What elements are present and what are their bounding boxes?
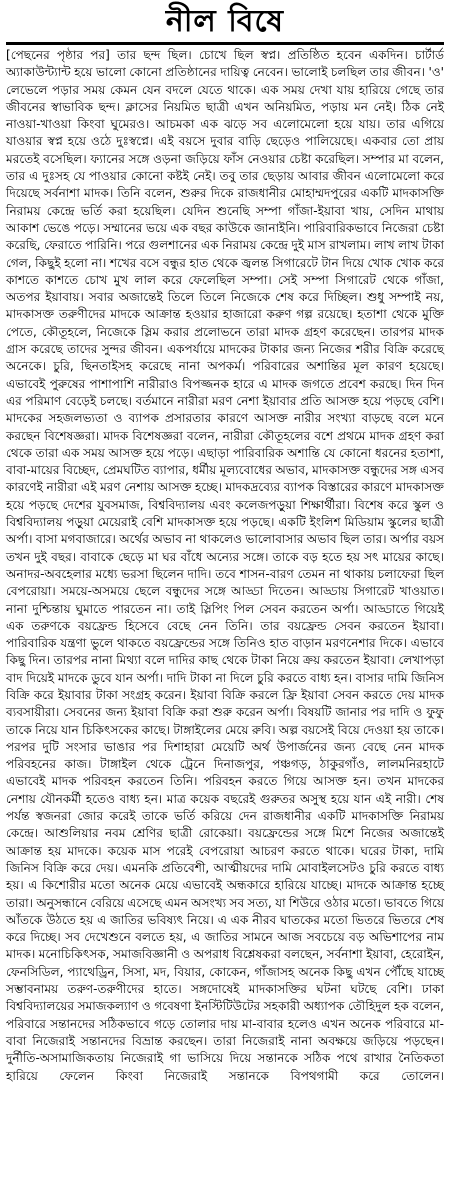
- article-body: [6, 47, 444, 1085]
- article-paragraph: [পেছনের পৃষ্ঠার পর] তার ছন্দ ছিল। চোখে ছিল স্বপ্ন। প্রতিষ্ঠিত হবেন একদিন। চার্টার্ড অ্যাকাউন্ট্যান্ট হয়ে ভালো কোনো প্রতিষ্ঠানের দায়িত্ব নেবেন। ভালোই চলছিল তার জীবন। 'ও' লেভেলে পড়ার সময় কেমন যেন বদলে যেতে থাকে। এক সময় দেখা যায় হারিয়ে গেছে তার জীবনের স্বাভাবিক ছন্দ। ক্লাসের নিয়মিত ছাত্রী এখন অনিয়মিত, পড়ায় মন নেই। ঠিক নেই নাওয়া-খাওয়া কিংবা ঘুমেরও। আচমকা এক ঝড়ে সব এলোমেলো হয়ে যায়। তার এগিয়ে যাওয়ার স্বপ্ন হয়ে ওঠে দুঃস্বপ্নে। এই বয়সে দুবার বাড়ি ছেড়েও পালিয়েছে। একবার তো প্রায় মরতেই বসেছিল। ফ্যানের সঙ্গে ওড়না জড়িয়ে ফাঁস নেওয়ার চেষ্টা করেছিল। সম্পার মা বলেন, তার এ দুঃসহ যে পাওয়ার কোনো কষ্টই নেই। তবু তার ছেড়ায় আবার জীবন এলোমেলো করে দিয়েছে সর্বনাশা মাদক। তিনি বলেন, শুরুর দিকে রাজধানীর মোহাম্মদপুরের একটি মাদকাসক্তি নিরাময় কেন্দ্রে ভর্তি করা হয়েছিল। যেদিন শুনেছি সম্পা গাঁজা-ইয়াবা খায়, সেদিন মাথায় আকাশ ভেঙে পড়ে। সম্মানের ভয়ে এক বছর কাউকে জানাইনি। পারিবারিকভাবে নিজেরা চেষ্টা করেছি, ফেরাতে পারিনি। পরে গুলশানের এক নিরাময় কেন্দ্রে দুই মাস রাখলাম। লাখ লাখ টাকা গেল, কিছুই হলো না। শখের বসে বন্ধুর হাত থেকে জ্বলন্ত সিগারেটে টান দিয়ে খোক খোক করে কাশতে কাশতে চোখ মুখ লাল করে ফেলেছিল সম্পা। সেই সম্পা সিগারেট থেকে গাঁজা, অতপর ইয়াবায়। সবার অজান্তেই তিলে তিলে নিজেকে শেষ করে দিচ্ছিল। শুধু সম্পাই নয়, মাদকাসক্ত তরুণীদের মাদকে আক্রান্ত হওয়ার হাজারো করুণ গল্প রয়েছে। হতাশা থেকে মুক্তি পেতে, কৌতূহলে, নিজেকে স্লিম করার প্রলোভনে তারা মাদক গ্রহণ করেছেন। তারপর মাদক গ্রাস করেছে তাদের সুন্দর জীবন। একপর্যায়ে মাদকের টাকার জন্য নিজের শরীর বিক্রি করেছে অনেকে। চুরি, ছিনতাইসহ করেছে নানা অপকর্ম। পরিবারের অশান্তির মূল কারণ হয়েছে। এভাবেই পুরুষের পাশাপাশি নারীরাও বিপজ্জনক হারে এ মাদক জগতে প্রবেশ করছে। দিন দিন এর পরিমাণ বেড়েই চলছে। বর্তমানে নারীরা মরণ নেশা ইয়াবার প্রতি আসক্ত হয়ে পড়ছে বেশি। মাদকের সহজলভ্যতা ও ব্যাপক প্রসারতার কারণে আসক্ত নারীর সংখ্যা বাড়ছে বলে মনে করছেন বিশেষজ্ঞরা। মাদক বিশেষজ্ঞরা বলেন, নারীরা কৌতূহলের বশে প্রথমে মাদক গ্রহণ করা থেকে তারা এক সময় আসক্ত হয়ে পড়ে। এছাড়া পারিবারিক অশান্তি যে কোনো ধরনের হতাশা, বাবা-মায়ের বিচ্ছেদ, প্রেমঘটিত ব্যাপার, ধর্মীয় মূল্যবোধের অভাব, মাদকাসক্ত বন্ধুদের সঙ্গ এসব কারণেই নারীরা এই মরণ নেশায় আসক্ত হচ্ছে। মাদকদ্রব্যের ব্যাপক বিস্তারের কারণে মাদকাসক্ত হয়ে পড়ছে দেশের যুবসমাজ, বিশ্ববিদ্যালয় এবং কলেজপড়ুয়া শিক্ষার্থীরা। বিশেষ করে স্কুল ও বিশ্ববিদ্যালয় পড়ুয়া মেয়েরাই বেশি মাদকাসক্ত হয়ে পড়ছে। একটি ইংলিশ মিডিয়াম স্কুলের ছাত্রী অর্পা। বাসা মগবাজারে। অর্থের অভাব না থাকলেও ভালোবাসার অভাব ছিল তার। অর্পার বয়স তখন দুই বছর। বাবাকে ছেড়ে মা ঘর বাঁধে অন্যের সঙ্গে। তাকে বড় হতে হয় সৎ মায়ের কাছে। অনাদর-অবহেলার মধ্যে ভরসা ছিলেন দাদি। তবে শাসন-বারণ তেমন না থাকায় চলাফেরা ছিল বেপরোয়া। সময়ে-অসময়ে ছেলে বন্ধুদের সঙ্গে আড্ডা দিতেন। আড্ডায় সিগারেট খাওয়াত। নানা দুশ্চিন্তায় ঘুমাতে পারতেন না। তাই স্লিপিং পিল সেবন করতেন অর্পা। আড্ডাতে গিয়েই এক তরুণকে বয়ফ্রেন্ড হিসেবে বেছে নেন তিনি। তার বয়ফ্রেন্ড সেবন করতেন ইয়াবা। পারিবারিক যন্ত্রণা ভুলে থাকতে বয়ফ্রেন্ডের সঙ্গে তিনিও হাত বাড়ান মরণনেশার দিকে। এভাবে কিছু দিন। তারপর নানা মিথ্যা বলে দাদির কাছ থেকে টাকা নিয়ে ক্রয় করতেন ইয়াবা। লেখাপড়া বাদ দিয়েই মাদকে ডুবে যান অর্পা। দাদি টাকা না দিলে চুরি করতে বাধ্য হন। বাসার দামি জিনিস বিক্রি করে ইয়াবার টাকা সংগ্রহ করেন। ইয়াবা বিক্রি করলে ফ্রি ইয়াবা সেবন করতে দেয় মাদক ব্যবসায়ীরা। সেবনের জন্য ইয়াবা বিক্রি করা শুরু করেন অর্পা। বিষয়টি জানার পর দাদি ও ফুফু তাকে নিয়ে যান চিকিৎসকের কাছে। টাঙ্গাইলের মেয়ে রুবি। অল্প বয়সেই বিয়ে দেওয়া হয় তাকে। পরপর দুটি সংসার ভাঙার পর দিশাহারা মেয়েটি অর্থ উপার্জনের জন্য বেছে নেন মাদক পরিবহনের কাজ। টাঙ্গাইল থেকে ট্রেনে দিনাজপুর, পঞ্চগড়, ঠাকুরগাঁও, লালমনিরহাটে এভাবেই মাদক পরিবহন করতেন তিনি। পরিবহন করতে গিয়ে আসক্ত হন। তখন মাদকের নেশায় যৌনকর্মী হতেও বাধ্য হন। মাত্র কয়েক বছরেই গুরুতর অসুস্থ হয়ে যান এই নারী। শেষ পর্যন্ত স্বজনরা জোর করেই তাকে ভর্তি করিয়ে দেন রাজধানীর একটি মাদকাসক্তি নিরাময় কেন্দ্রে। আশুলিয়ার নবম শ্রেণির ছাত্রী রোকেয়া। বয়ফ্রেন্ডের সঙ্গে মিশে নিজের অজান্তেই আক্রান্ত হয় মাদকে। কয়েক মাস পরেই বেপরোয়া আচরণ করতে থাকে। ঘরের টাকা, দামি জিনিস বিক্রি করে দেয়। এমনকি প্রতিবেশী, আত্মীয়দের দামি মোবাইলসেটও চুরি করতে বাধ্য হয়। এ কিশোরীর মতো অনেক মেয়ে এভাবেই অন্ধকারে হারিয়ে যাচ্ছে। মাদকে আক্রান্ত হচ্ছে তারা। অনুসন্ধানে বেরিয়ে এসেছে এমন অসংখ্য সব সত্য, যা শিউরে ওঠার মতো। ভাবতে গিয়ে আঁতকে উঠতে হয় এ জাতির ভবিষ্যৎ নিয়ে। এ এক নীরব ঘাতকের মতো ভিতরে ভিতরে শেষ করে দিচ্ছে। সব দেখেশুনে বলতে হয়, এ জাতির সামনে আজ সবচেয়ে বড় অভিশাপের নাম মাদক। মনোচিকিৎসক, সমাজবিজ্ঞানী ও অপরাধ বিশ্লেষকরা বলছেন, সর্বনাশা ইয়াবা, হেরোইন, ফেনসিডিল, প্যাথেড্রিন, সিসা, মদ, বিয়ার, কোকেন, গাঁজাসহ অনেক কিছু এখন পৌঁছে যাচ্ছে সম্ভাবনাময় তরুণ-তরুণীদের হাতে। সঙ্গদোষেই মাদকাসক্তির ঘটনা ঘটছে বেশি। ঢাকা বিশ্ববিদ্যালয়ের সমাজকল্যাণ ও গবেষণা ইনস্টিটিউটের সহকারী অধ্যাপক তৌহিদুল হক বলেন, পরিবারে সন্তানদের সঠিকভাবে গড়ে তোলার দায় মা-বাবার হলেও এখন অনেক পরিবারে মা-বাবা নিজেরাই সন্তানদের বিভ্রান্ত করছেন। তারা নিজেরাই নানা অবক্ষয়ে জড়িয়ে পড়ছেন। দুর্নীতি-অসামাজিকতায় নিজেরাই গা ভাসিয়ে দিয়ে সন্তানকে সঠিক পথে রাখার নৈতিকতা হারিয়ে ফেলেন কিংবা নিজেরাই সন্তানকে বিপথগামী করে তোলেন।: [6, 48, 445, 1083]
- article-headline: নীল বিষে: [165, 4, 285, 39]
- headline-divider: [6, 42, 444, 45]
